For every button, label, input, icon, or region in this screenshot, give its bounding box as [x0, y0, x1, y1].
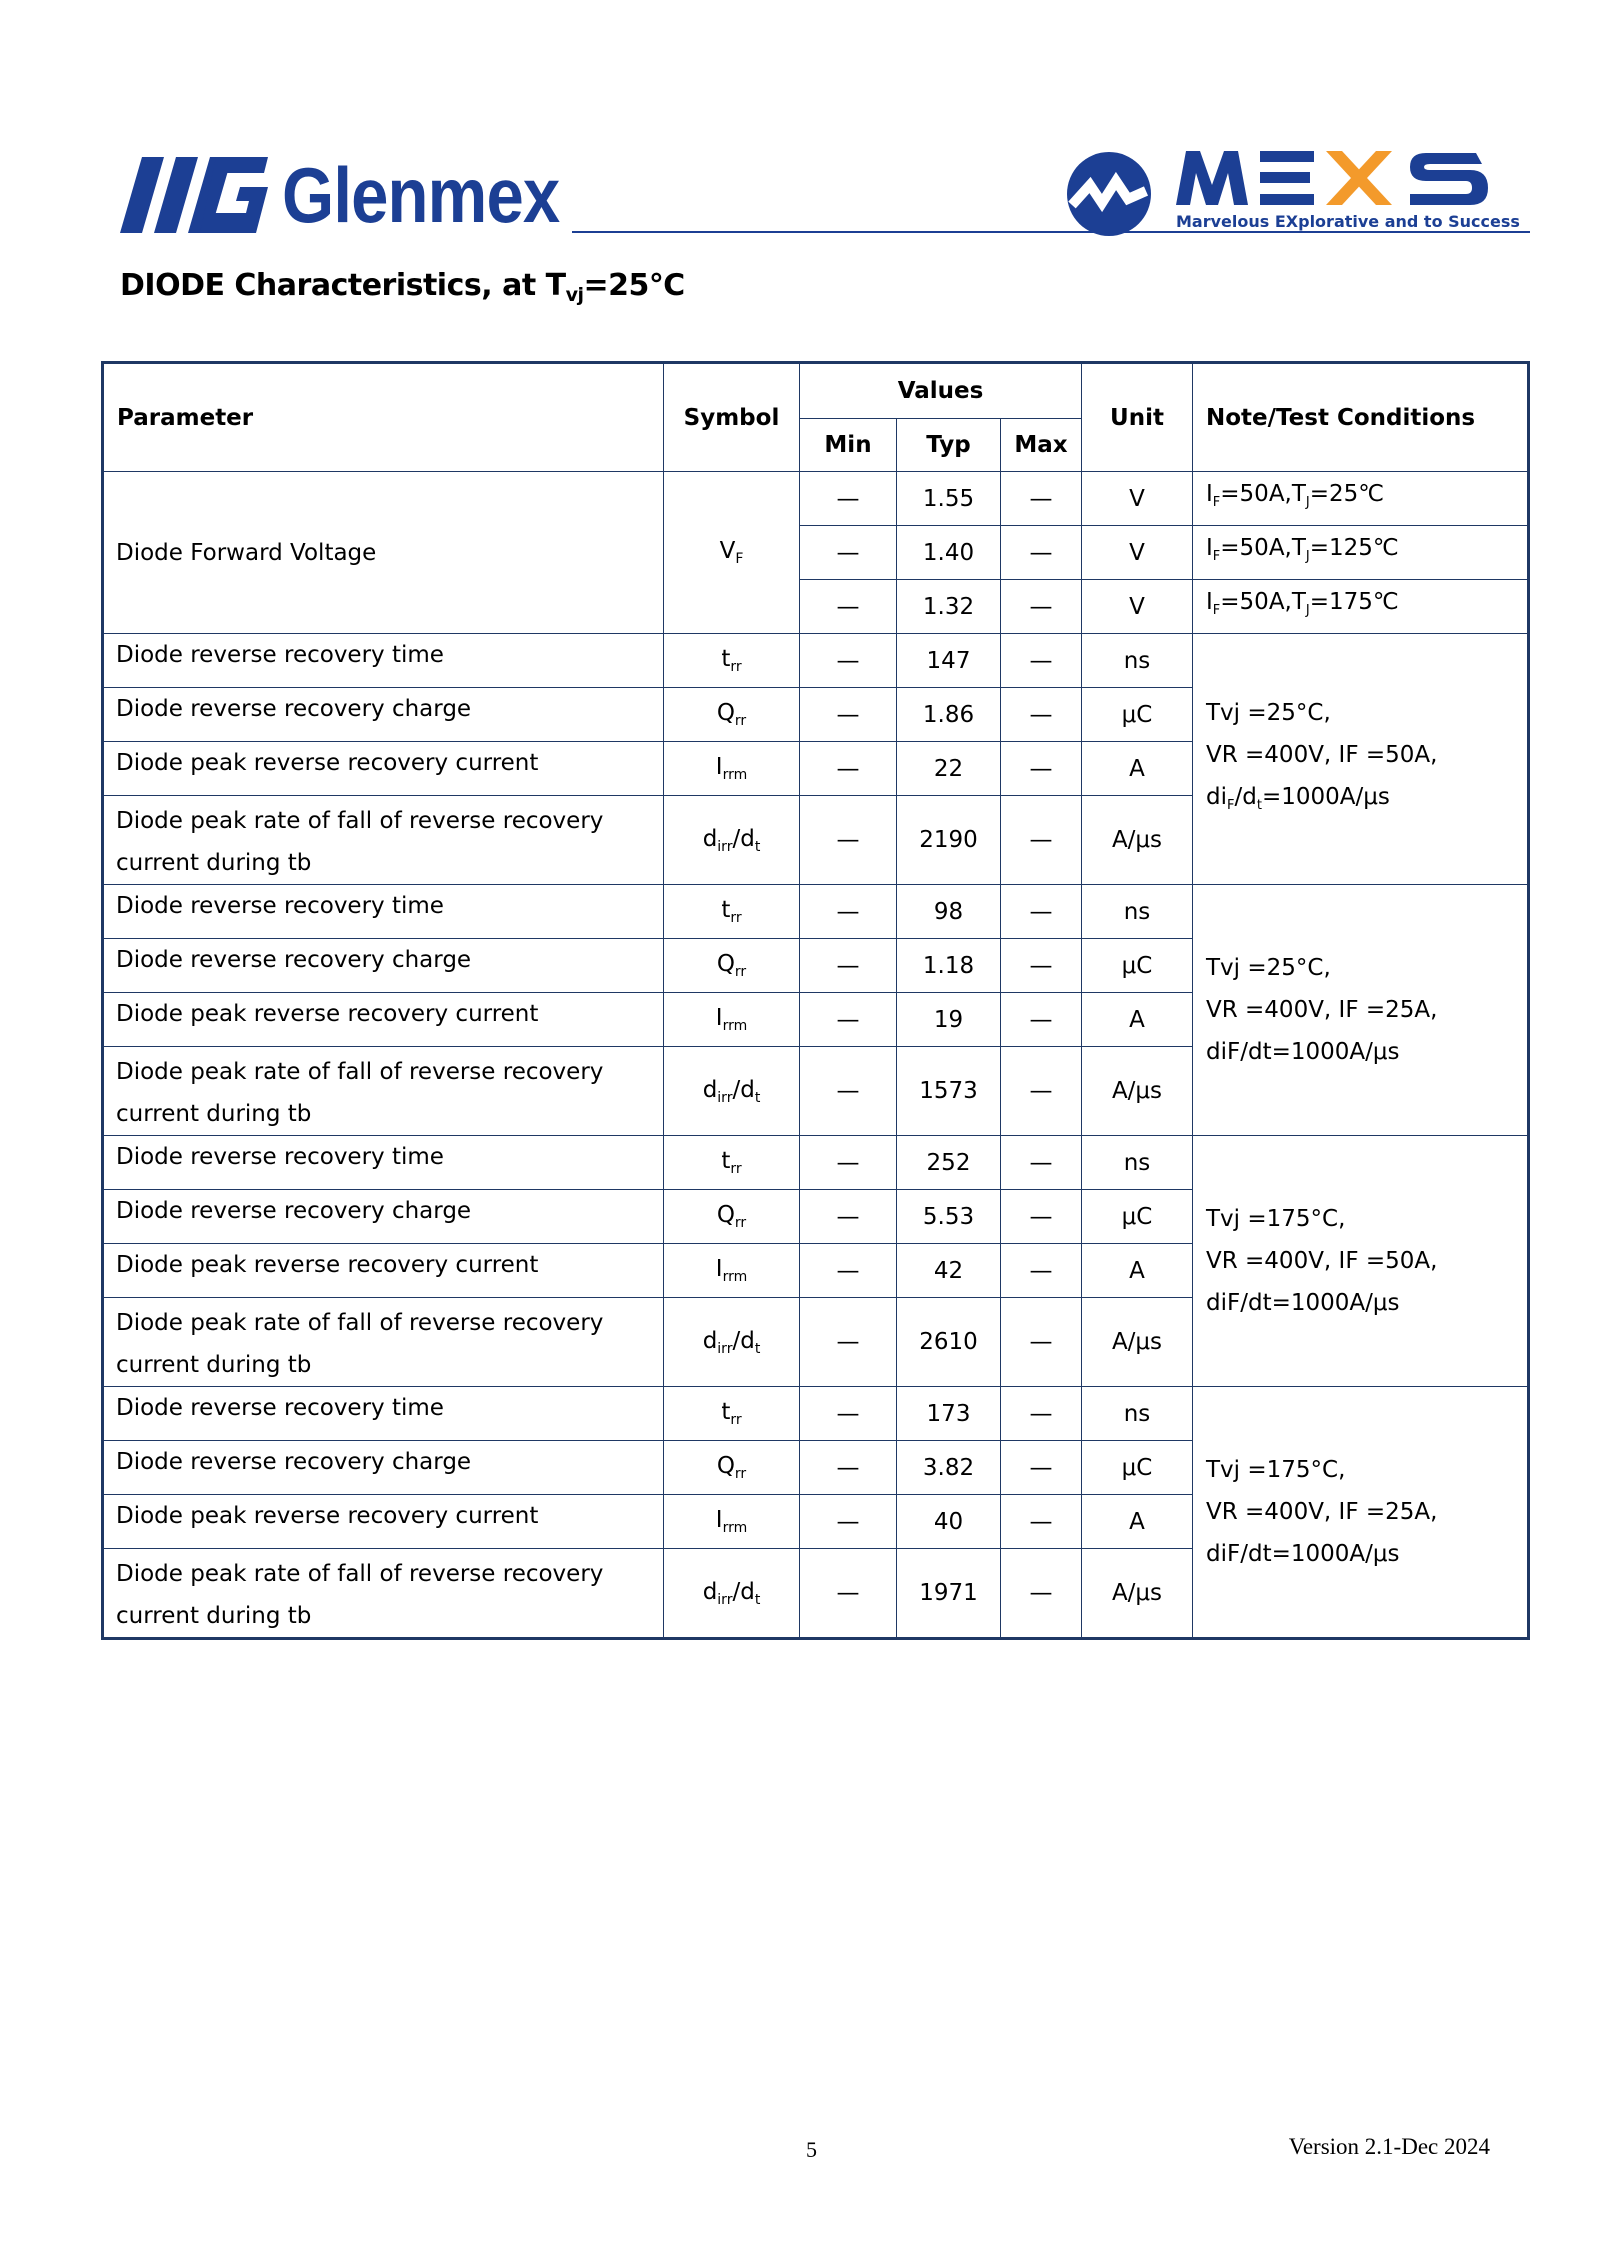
- symbol-trr: [664, 1136, 800, 1190]
- symbol-sub: rr: [730, 659, 742, 675]
- cell-typ: 1.40: [897, 526, 1001, 580]
- symbol-sub: rr: [734, 964, 747, 980]
- cell-typ: 147: [897, 634, 1001, 688]
- param-line: current during tb: [116, 1603, 312, 1629]
- header-unit: Unit: [1082, 363, 1193, 472]
- cell-unit: A/μs: [1082, 1047, 1193, 1136]
- cell-max: —: [1001, 1298, 1082, 1387]
- symbol-sub: t: [754, 1591, 761, 1608]
- section-title-prefix: DIODE Characteristics, at T: [120, 268, 566, 303]
- cell-note: [1193, 472, 1529, 526]
- table-row: [103, 1136, 1529, 1190]
- note-line: VR =400V, IF =50A,: [1206, 741, 1438, 768]
- symbol-main: d: [702, 825, 718, 852]
- cell-min: —: [800, 885, 897, 939]
- symbol-trr: [664, 885, 800, 939]
- param-trr: Diode reverse recovery time: [103, 1136, 664, 1190]
- note-line: Tvj =25°C,: [1206, 699, 1331, 726]
- cell-test-conditions: [1193, 1136, 1529, 1387]
- param-irrm: Diode peak reverse recovery current: [103, 993, 664, 1047]
- cell-test-conditions: [1193, 634, 1529, 885]
- note-part: =25℃: [1309, 481, 1385, 507]
- diode-characteristics-table: [101, 361, 1530, 1640]
- symbol-qrr: [664, 688, 800, 742]
- cell-test-conditions: [1193, 1387, 1529, 1639]
- note-sub: J: [1305, 495, 1310, 510]
- cell-typ: 40: [897, 1495, 1001, 1549]
- symbol-main: V: [719, 538, 736, 564]
- cell-max: —: [1001, 580, 1082, 634]
- param-line: Diode peak rate of fall of reverse recovery: [116, 808, 604, 834]
- cell-max: —: [1001, 1047, 1082, 1136]
- symbol-sub: rr: [734, 1466, 747, 1482]
- cell-min: —: [800, 796, 897, 885]
- param-trr: Diode reverse recovery time: [103, 885, 664, 939]
- cell-min: —: [800, 1387, 897, 1441]
- cell-typ: 98: [897, 885, 1001, 939]
- header-min: Min: [800, 419, 897, 472]
- param-qrr: Diode reverse recovery charge: [103, 1190, 664, 1244]
- symbol-irrm: [664, 742, 800, 796]
- symbol-main: I: [715, 754, 723, 780]
- cell-unit: V: [1082, 526, 1193, 580]
- cell-typ: 1573: [897, 1047, 1001, 1136]
- symbol-sub: rr: [730, 1412, 742, 1428]
- symbol-didt: [664, 1549, 800, 1639]
- symbol-main: I: [715, 1507, 723, 1533]
- cell-note: [1193, 526, 1529, 580]
- cell-min: —: [800, 1298, 897, 1387]
- param-irrm: Diode peak reverse recovery current: [103, 742, 664, 796]
- cell-max: —: [1001, 1136, 1082, 1190]
- note-line: Tvj =175°C,: [1206, 1206, 1346, 1232]
- symbol-main: Q: [716, 951, 735, 977]
- header-note: Note/Test Conditions: [1193, 363, 1529, 472]
- header-symbol: Symbol: [664, 363, 800, 472]
- cell-typ: 1971: [897, 1549, 1001, 1639]
- cell-max: —: [1001, 742, 1082, 796]
- cell-max: —: [1001, 1495, 1082, 1549]
- cell-min: —: [800, 580, 897, 634]
- table-row: [103, 472, 1529, 526]
- cell-typ: 173: [897, 1387, 1001, 1441]
- symbol-qrr: [664, 1190, 800, 1244]
- param-irrm: Diode peak reverse recovery current: [103, 1495, 664, 1549]
- cell-max: —: [1001, 688, 1082, 742]
- symbol-main: /d: [732, 825, 755, 852]
- symbol-main: I: [715, 1256, 723, 1282]
- cell-min: —: [800, 526, 897, 580]
- symbol-trr: [664, 1387, 800, 1441]
- param-irrm: Diode peak reverse recovery current: [103, 1244, 664, 1298]
- cell-unit: A: [1082, 993, 1193, 1047]
- note-sub: t: [1256, 797, 1262, 813]
- symbol-sub: irr: [717, 1089, 733, 1106]
- symbol-sub: irr: [717, 838, 733, 855]
- symbol-main: Q: [716, 700, 735, 726]
- symbol-main: t: [721, 646, 731, 672]
- glenmex-logo: [120, 145, 604, 239]
- note-line: Tvj =175°C,: [1206, 1457, 1346, 1483]
- cell-typ: 2190: [897, 796, 1001, 885]
- symbol-main: t: [721, 1399, 731, 1425]
- note-line: diF/dt=1000A/μs: [1206, 1039, 1400, 1065]
- cell-min: —: [800, 472, 897, 526]
- note-part: =1000A/μs: [1261, 783, 1390, 810]
- cell-test-conditions: [1193, 885, 1529, 1136]
- note-part: I: [1206, 589, 1213, 615]
- cell-max: —: [1001, 993, 1082, 1047]
- symbol-sub: irr: [717, 1591, 733, 1608]
- glenmex-mark-icon: [120, 155, 270, 235]
- cell-typ: 22: [897, 742, 1001, 796]
- table-row: [103, 634, 1529, 688]
- mexs-logo: [1066, 147, 1520, 231]
- note-sub: F: [1212, 603, 1221, 618]
- header-values: Values: [800, 363, 1082, 419]
- symbol-main: t: [721, 1148, 731, 1174]
- symbol-main: d: [702, 1578, 718, 1605]
- version-label: Version 2.1-Dec 2024: [1288, 2134, 1490, 2159]
- param-qrr: Diode reverse recovery charge: [103, 939, 664, 993]
- symbol-sub: rrm: [722, 1520, 748, 1536]
- cell-unit: ns: [1082, 1136, 1193, 1190]
- symbol-sub: rr: [730, 910, 742, 926]
- header-max: Max: [1001, 419, 1082, 472]
- cell-min: —: [800, 1495, 897, 1549]
- symbol-vf: [664, 472, 800, 634]
- cell-max: —: [1001, 1387, 1082, 1441]
- note-part: =175℃: [1309, 589, 1399, 615]
- cell-typ: 5.53: [897, 1190, 1001, 1244]
- symbol-qrr: [664, 1441, 800, 1495]
- symbol-qrr: [664, 939, 800, 993]
- note-sub: F: [1227, 797, 1235, 813]
- note-part: =50A,T: [1220, 589, 1306, 615]
- symbol-main: I: [715, 1005, 723, 1031]
- section-title-suffix: =25℃: [583, 268, 685, 303]
- note-line: diF/dt=1000A/μs: [1206, 1541, 1400, 1567]
- note-line: VR =400V, IF =25A,: [1206, 1499, 1438, 1525]
- cell-unit: ns: [1082, 1387, 1193, 1441]
- header-typ: Typ: [897, 419, 1001, 472]
- symbol-sub: rrm: [722, 1269, 748, 1285]
- cell-note: [1193, 580, 1529, 634]
- cell-typ: 2610: [897, 1298, 1001, 1387]
- note-part: =50A,T: [1220, 535, 1306, 561]
- symbol-main: Q: [716, 1202, 735, 1228]
- header-parameter: Parameter: [103, 363, 664, 472]
- symbol-didt: [664, 1047, 800, 1136]
- cell-unit: A/μs: [1082, 796, 1193, 885]
- cell-unit: μC: [1082, 1190, 1193, 1244]
- symbol-irrm: [664, 1244, 800, 1298]
- cell-min: —: [800, 688, 897, 742]
- cell-max: —: [1001, 796, 1082, 885]
- symbol-sub: t: [754, 838, 761, 855]
- symbol-main: d: [702, 1327, 718, 1354]
- note-sub: F: [1212, 495, 1221, 510]
- note-part: =50A,T: [1220, 481, 1306, 507]
- section-title-subscript: vj: [565, 284, 584, 306]
- param-line: Diode peak rate of fall of reverse recovery: [116, 1310, 604, 1336]
- symbol-didt: [664, 796, 800, 885]
- cell-max: —: [1001, 1190, 1082, 1244]
- cell-unit: A: [1082, 1244, 1193, 1298]
- table-row: [103, 885, 1529, 939]
- symbol-sub: rrm: [722, 767, 748, 783]
- note-line: [1206, 776, 1527, 827]
- cell-typ: 19: [897, 993, 1001, 1047]
- symbol-main: t: [721, 897, 731, 923]
- note-line: VR =400V, IF =25A,: [1206, 997, 1438, 1023]
- cell-unit: A/μs: [1082, 1549, 1193, 1639]
- section-title: [120, 268, 685, 306]
- cell-min: —: [800, 634, 897, 688]
- param-qrr: Diode reverse recovery charge: [103, 688, 664, 742]
- symbol-main: /d: [732, 1076, 755, 1103]
- note-part: di: [1206, 783, 1227, 810]
- table-row: [103, 1387, 1529, 1441]
- note-sub: J: [1305, 549, 1310, 564]
- note-part: /d: [1234, 783, 1257, 810]
- mexs-emblem-icon: [1066, 151, 1152, 237]
- symbol-sub: rr: [734, 1215, 747, 1231]
- symbol-sub: t: [754, 1089, 761, 1106]
- cell-unit: A: [1082, 1495, 1193, 1549]
- cell-unit: A: [1082, 742, 1193, 796]
- cell-unit: μC: [1082, 939, 1193, 993]
- cell-max: —: [1001, 472, 1082, 526]
- cell-max: —: [1001, 939, 1082, 993]
- symbol-main: Q: [716, 1453, 735, 1479]
- cell-max: —: [1001, 634, 1082, 688]
- symbol-sub: F: [735, 551, 744, 567]
- cell-typ: 1.32: [897, 580, 1001, 634]
- param-trr: Diode reverse recovery time: [103, 634, 664, 688]
- param-line: Diode peak rate of fall of reverse recovery: [116, 1059, 604, 1085]
- mexs-tagline: Marvelous EXplorative and to Success: [1176, 212, 1520, 231]
- param-line: current during tb: [116, 850, 312, 876]
- cell-max: —: [1001, 885, 1082, 939]
- cell-max: —: [1001, 526, 1082, 580]
- cell-min: —: [800, 1136, 897, 1190]
- cell-unit: ns: [1082, 634, 1193, 688]
- page-number: 5: [806, 2137, 817, 2162]
- note-sub: J: [1305, 603, 1310, 618]
- cell-unit: V: [1082, 472, 1193, 526]
- cell-max: —: [1001, 1549, 1082, 1639]
- cell-unit: A/μs: [1082, 1298, 1193, 1387]
- symbol-sub: t: [754, 1340, 761, 1357]
- cell-min: —: [800, 742, 897, 796]
- param-line: current during tb: [116, 1101, 312, 1127]
- cell-max: —: [1001, 1244, 1082, 1298]
- cell-typ: 42: [897, 1244, 1001, 1298]
- cell-unit: V: [1082, 580, 1193, 634]
- cell-typ: 1.55: [897, 472, 1001, 526]
- cell-min: —: [800, 939, 897, 993]
- param-forward-voltage: Diode Forward Voltage: [103, 472, 664, 634]
- symbol-main: /d: [732, 1327, 755, 1354]
- symbol-main: /d: [732, 1578, 755, 1605]
- param-line: current during tb: [116, 1352, 312, 1378]
- cell-max: —: [1001, 1441, 1082, 1495]
- cell-min: —: [800, 1047, 897, 1136]
- param-didt: [103, 1047, 664, 1136]
- glenmex-wordmark: Glenmex: [282, 151, 560, 239]
- note-part: =125℃: [1309, 535, 1399, 561]
- cell-min: —: [800, 1244, 897, 1298]
- cell-typ: 1.86: [897, 688, 1001, 742]
- note-line: VR =400V, IF =50A,: [1206, 1248, 1438, 1274]
- note-part: I: [1206, 481, 1213, 507]
- symbol-irrm: [664, 1495, 800, 1549]
- note-line: Tvj =25°C,: [1206, 955, 1331, 981]
- symbol-irrm: [664, 993, 800, 1047]
- note-part: I: [1206, 535, 1213, 561]
- cell-min: —: [800, 1190, 897, 1244]
- symbol-sub: rr: [734, 713, 747, 729]
- param-trr: Diode reverse recovery time: [103, 1387, 664, 1441]
- param-line: Diode peak rate of fall of reverse recovery: [116, 1561, 604, 1587]
- note-sub: F: [1212, 549, 1221, 564]
- table-header-row: [103, 363, 1529, 419]
- param-qrr: Diode reverse recovery charge: [103, 1441, 664, 1495]
- cell-min: —: [800, 1441, 897, 1495]
- param-didt: [103, 1549, 664, 1639]
- cell-min: —: [800, 1549, 897, 1639]
- cell-unit: ns: [1082, 885, 1193, 939]
- mexs-wordmark-icon: [1176, 147, 1494, 207]
- symbol-didt: [664, 1298, 800, 1387]
- symbol-sub: rrm: [722, 1018, 748, 1034]
- cell-typ: 252: [897, 1136, 1001, 1190]
- cell-typ: 1.18: [897, 939, 1001, 993]
- param-didt: [103, 1298, 664, 1387]
- cell-min: —: [800, 993, 897, 1047]
- symbol-main: d: [702, 1076, 718, 1103]
- symbol-sub: irr: [717, 1340, 733, 1357]
- param-didt: [103, 796, 664, 885]
- note-line: diF/dt=1000A/μs: [1206, 1290, 1400, 1316]
- symbol-sub: rr: [730, 1161, 742, 1177]
- page-header: [120, 145, 1530, 245]
- header-rule: [572, 231, 1530, 233]
- symbol-trr: [664, 634, 800, 688]
- cell-unit: μC: [1082, 1441, 1193, 1495]
- cell-unit: μC: [1082, 688, 1193, 742]
- cell-typ: 3.82: [897, 1441, 1001, 1495]
